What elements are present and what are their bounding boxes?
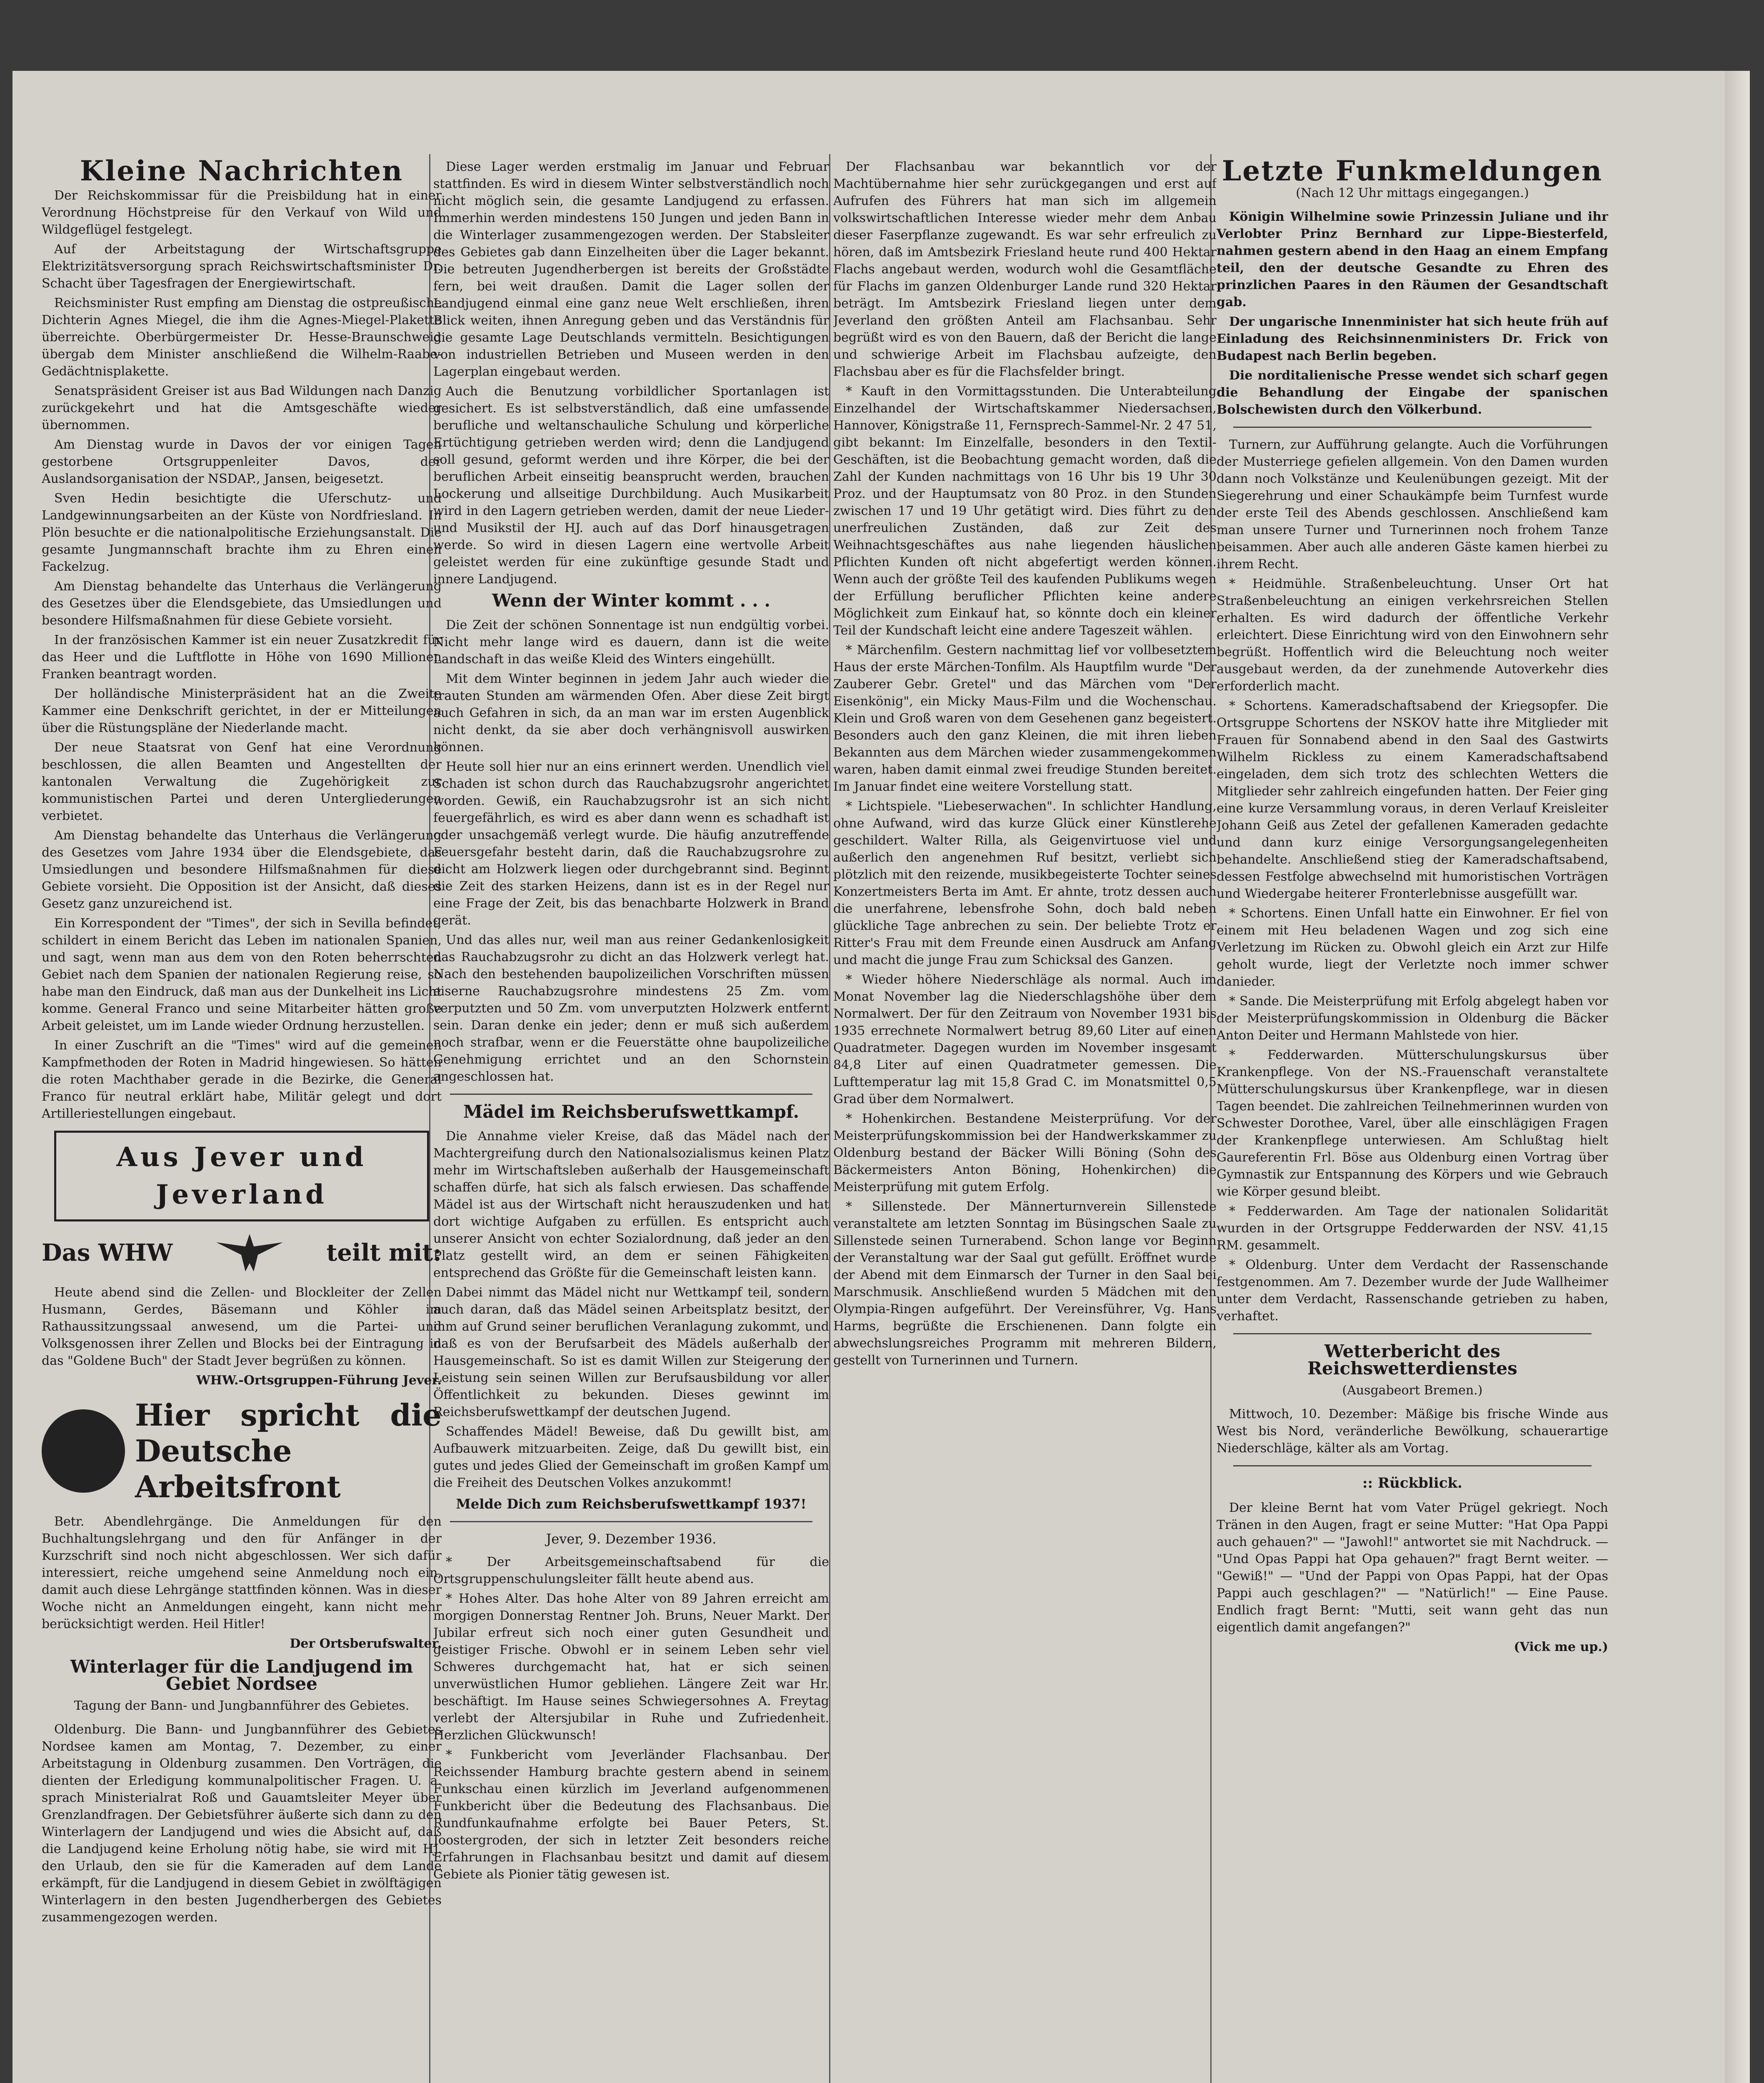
news-paragraph: * Oldenburg. Unter dem Verdacht der Rassenschande festgenommen. Am 7. Dezember wurde der Jude Wallheimer unter dem Verdacht, Rassenschande getrieben zu haben, verhaftet. (1217, 1258, 1608, 1324)
daf-signature: Der Ortsberufswalter. (290, 1636, 442, 1651)
divider (1233, 1333, 1592, 1334)
anecdote-body: Der kleine Bernt hat vom Vater Prügel gekriegt. Noch Tränen in den Augen, fragt er seine Mutter: "Hat Opa Pappi auch gehauen?" — "Jawohl!" antwortet sie mit Nachdruck. — "Und Opas Pappi hat Opa gehauen?" fragt Bernt weiter. — "Gewiß!" — "Und der Pappi von Opas Pappi, hat der Opas Pappi auch geschlagen?" — "Natürlich!" — Eine Pause. Endlich fragt Bernt: "Mutti, seit wann geht das nun eigentlich damit angefangen?" (1217, 1501, 1608, 1635)
divider (450, 1521, 812, 1522)
news-paragraph: Am Dienstag wurde in Davos der vor einigen Tagen gestorbene Ortsgruppenleiter Davos, der Auslandsorganisation der NSDAP., Jansen, beigesetzt. (42, 437, 442, 486)
news-paragraph: Der Reichskommissar für die Preisbildung hat in einer Verordnung Höchstpreise für den Verkauf von Wild und Wildgeflügel festgelegt. (42, 188, 442, 237)
news-paragraph: Am Dienstag behandelte das Unterhaus die Verlängerung des Gesetzes über die Elendsgebiete, das Umsiedlungen und besondere Hilfsmaßnahmen für diese Gebiete vorsieht. (42, 579, 442, 628)
whw-notice: Heute abend sind die Zellen- und Blockleiter der Zellen Husmann, Gerdes, Bäsemann und Köhler im Rathaussitzungssaal anwesend, um die Partei- und Volksgenossen ihrer Zellen und Blocks bei der Eintragung in das "Goldene Buch" der Stadt Jever begrüßen zu können. (42, 1285, 442, 1368)
column-rule (829, 154, 830, 2083)
news-paragraph: Turnern, zur Aufführung gelangte. Auch die Vorführungen der Musterriege gefielen allgemein. Von den Damen wurden dann noch Volkstänze und Keulenübungen gezeigt. Mit der Siegerehrung und einer Schaukämpfe beim Turnfest wurde der erste Teil des Abends geschlossen. Anschließend kam man unsere Turner und Turnerinnen noch frohem Tanze beisammen. Aber auch alle anderen Gäste kamen hierbei zu ihrem Recht. (1217, 437, 1608, 572)
news-paragraph: * Schortens. Einen Unfall hatte ein Einwohner. Er fiel von einem mit Heu beladenen Wagen und zog sich eine Verletzung im Rücken zu. Obwohl gleich ein Arzt zur Hilfe geholt wurde, liegt der Verletzte noch immer schwer danieder. (1217, 906, 1608, 989)
news-paragraph: * Hohenkirchen. Bestandene Meisterprüfung. Vor der Meisterprüfungskommission bei der Handwerkskammer zu Oldenburg bestand der Bäcker Willi Böning (Sohn des Bäckermeisters Anton Böning, Hohenkirchen) die Meisterprüfung mit gutem Erfolg. (833, 1111, 1217, 1194)
page-edge (1725, 71, 1750, 2083)
bulletin-paragraph: Die norditalienische Presse wendet sich scharf gegen die Behandlung der Eingabe der spanischen Bolschewisten durch den Völkerbund. (1217, 368, 1608, 417)
news-paragraph: * Hohes Alter. Das hohe Alter von 89 Jahren erreicht am morgigen Donnerstag Rentner Joh. Bruns, Neuer Markt. Der Jubilar erfreut sich noch einer guten Gesundheit und geistiger Frische. Obwohl er in seinem Leben sehr viel Schweres durchgemacht hat, hat er sich seinen unverwüstlichen Humor gebliehen. Längere Zeit war Hr. beschäftigt. Im Hause seines Schwiegersohnes A. Freytag verlebt der Altersjubilar in Ruhe und Zufriedenheit. Herzlichen Glückwunsch! (433, 1591, 829, 1743)
article-body: Die Zeit der schönen Sonnentage ist nun endgültig vorbei. Nicht mehr lange wird es dauern, dann ist die weite Landschaft in das weiße Kleid des Winters eingehüllt. (433, 618, 829, 667)
article-body: Auch die Benutzung vorbildlicher Sportanlagen ist gesichert. Es ist selbstverständlich, daß eine umfassende berufliche und weltanschauliche Schulung und körperliche Ertüchtigung getrieben werden wird; denn die Landjugend soll gesund, geformt werden und ihre Körper, die bei der beruflichen Arbeit einseitig beansprucht werden, brauchen Lockerung und allseitige Durchbildung. Auch Musikarbeit wird in den Lagern getrieben werden, damit der neue Lieder- und Musikstil der HJ. auch auf das Dorf hinausgetragen werde. So wird in diesen Lagern eine wertvolle Arbeit geleistet werden für eine zukünftige gesunde Stadt und innere Landjugend. (433, 384, 829, 587)
party-emblem-icon (42, 1409, 125, 1493)
news-paragraph: * Märchenfilm. Gestern nachmittag lief vor vollbesetztem Haus der erste Märchen-Tonfilm. Als Hauptfilm wurde "Der Zauberer Gebr. Gretel" und das Märchen vom "Der Eisenkönig", ein Micky Maus-Film und die Wochenschau. Klein und Groß waren von dem Gesehenen ganz begeistert. Besonders auch den ganz Kleinen, die mit ihren lieben Bekannten aus dem Märchen wieder zusammengekommen waren, haben damit einmal zwei freudige Stunden bereitet. Im Januar findet eine weitere Vorstellung statt. (833, 643, 1217, 794)
weather-subtitle: (Ausgabeort Bremen.) (1342, 1383, 1483, 1398)
divider (1233, 427, 1592, 428)
news-paragraph: * Fedderwarden. Mütterschulungskursus über Krankenpflege. Von der NS.-Frauenschaft veranstaltete Mütterschulungskursus über Krankenpflege, war in diesen Tagen beendet. Die zahlreichen Teilnehmerinnen wurden von Schwester Dorothee, Varel, über alle einschlägigen Fragen der Krankenpflege unterwiesen. Am Schlußtag hielt Gaureferentin Frl. Böse aus Oldenburg einen Vortrag über Gymnastik zur Entspannung des Körpers und wie Gebrauch wie Körper gesund bleibt. (1217, 1048, 1608, 1199)
call-to-action: Melde Dich zum Reichsberufswettkampf 1937! (456, 1496, 807, 1512)
article-title: Mädel im Reichsberufswettkampf. (463, 1101, 800, 1122)
news-paragraph: * Wieder höhere Niederschläge als normal. Auch im Monat November lag die Niederschlagshöhe über dem Normalwert. Der für den Zeitraum von November 1931 bis 1935 errechnete Normalwert betrug 89,60 Liter auf einen Quadratmeter. Dagegen wurden im November insgesamt 84,8 Liter auf einen Quadratmeter gemessen. Die Lufttemperatur lag mit 15,8 Grad C. im Monatsmittel 0,5 Grad über dem Normalwert. (833, 972, 1217, 1106)
weather-report: Mittwoch, 10. Dezember: Mäßige bis frische Winde aus West bis Nord, veränderliche Bewölkung, schauerartige Niederschläge, kälter als am Vortag. (1217, 1407, 1608, 1456)
daf-notice: Betr. Abendlehrgänge. Die Anmeldungen für den Buchhaltungslehrgang und den für Anfänger in der Kurzschrift sind noch nicht abgeschlossen. Wer sich dafür interessiert, reiche umgehend seine Anmeldung noch ein, damit auch diese Lehrgänge stattfinden können. Was in dieser Woche nicht an Anmeldungen eingeht, kann nicht mehr berücksichtigt werden. Heil Hitler! (42, 1514, 442, 1631)
article-title: Wenn der Winter kommt . . . (492, 590, 770, 611)
news-paragraph: Senatspräsident Greiser ist aus Bad Wildungen nach Danzig zurückgekehrt und hat die Amtsgeschäfte wieder übernommen. (42, 384, 442, 432)
news-paragraph: * Heidmühle. Straßenbeleuchtung. Unser Ort hat Straßenbeleuchtung an einigen verkehrsreichen Stellen erhalten. Es wird dadurch der öffentliche Verkehr erleichtert. Diese Einrichtung wird von den Einwohnern sehr begrüßt. Hoffentlich wird die Beleuchtung noch weiter ausgebaut werden, da der zunehmende Autoverkehr dies erforderlich macht. (1217, 577, 1608, 694)
daf-title: Hier spricht die Deutsche Arbeitsfront (135, 1397, 442, 1504)
whw-signature: WHW.-Ortsgruppen-Führung Jever. (196, 1373, 442, 1388)
article-title: Winterlager für die Landjugend im Gebiet Nordsee (70, 1656, 413, 1694)
article-body: Oldenburg. Die Bann- und Jungbannführer des Gebietes Nordsee kamen am Montag, 7. Dezember, zu einer Arbeitstagung in Oldenburg zusammen. Den Vorträgen, die dienten der Erledigung kommunalpolitischer Fragen. U. a. sprach Ministerialrat Roß und Gauamtsleiter Meyer über Grenzlandfragen. Der Gebietsführer äußerte sich dann zu den Winterlagern der Landjugend und wies die Absicht auf, daß die Landjugend keine Erholung nötig habe, sie wird mit HJ. den Urlaub, den sie für die Kameraden auf dem Lande erkämpft, für die Landjugend in diesem Gebiet in zwölftägigen Winterlagern in den besten Jugendherbergen des Gebietes zusammengezogen werden. (42, 1722, 442, 1925)
divider (450, 1094, 812, 1095)
newspaper-page (12, 71, 1750, 2083)
weather-title: Wetterbericht des Reichswetterdienstes (1307, 1341, 1517, 1379)
article-body: Mit dem Winter beginnen in jedem Jahr auch wieder die trauten Stunden am wärmenden Ofen. Aber diese Zeit birgt auch Gefahren in sich, da an man war im ersten Augenblick nicht denkt, da sie aber doch verhängnisvoll auswirken können. (433, 672, 829, 754)
news-paragraph: * Fedderwarden. Am Tage der nationalen Solidarität wurden in der Ortsgruppe Fedderwarden der NSV. 41,15 RM. gesammelt. (1217, 1204, 1608, 1253)
article-subtitle: Tagung der Bann- und Jungbannführer des Gebietes. (74, 1698, 410, 1713)
bulletin-paragraph: Königin Wilhelmine sowie Prinzessin Juliane und ihr Verlobter Prinz Bernhard zur Lippe-Biesterfeld, nahmen gestern abend in den Haag an einem Empfang teil, den der deutsche Gesandte zu Ehren des prinzlichen Paares in den Räumen der Gesandtschaft gab. (1217, 210, 1608, 310)
news-paragraph: * Der Arbeitsgemeinschaftsabend für die Ortsgruppenschulungsleiter fällt heute abend aus. (433, 1555, 829, 1586)
article-body: Die Annahme vieler Kreise, daß das Mädel nach der Machtergreifung durch den Nationalsozialismus keinen Platz mehr im Wirtschaftsleben außerhalb der Hausgemeinschaft schaffen dürfe, hat sich als falsch erwiesen. Das schaffende Mädel ist aus der Wirtschaft nicht herauszudenken und hat dort wichtige Aufgaben zu erfüllen. Es entspricht auch unserer Ansicht von echter Sozialordnung, daß jeder an den Platz gestellt wird, an dem er seinen Fähigkeiten entsprechend das Größte für die Gemeinschaft leisten kann. (433, 1129, 829, 1280)
news-paragraph: * Funkbericht vom Jeverländer Flachsanbau. Der Reichssender Hamburg brachte gestern abend in seinem Funkschau einen kürzlich im Jeverland aufgenommenen Funkbericht über die Bedeutung des Flachsanbaus. Die Rundfunkaufnahme erfolgte bei Bauer Peters, St. Joostergroden, der sich in letzter Zeit besonders reiche Erfahrungen in Flachsanbau besitzt und damit auf diesem Gebiete als Pionier tätig gewesen ist. (433, 1748, 829, 1882)
news-paragraph: Der neue Staatsrat von Genf hat eine Verordnung beschlossen, die allen Beamten und Angestellten der kantonalen Verwaltung die Zugehörigkeit zur kommunistischen Partei und deren Untergliederungen verbietet. (42, 740, 442, 823)
whw-label-right: teilt mit: (326, 1239, 442, 1266)
news-paragraph: Der Flachsanbau war bekanntlich vor der Machtübernahme hier sehr zurückgegangen und erst auf Aufrufen des Führers hat man sich im allgemein volkswirtschaftlichen Interesse wieder mehr dem Anbau dieser Faserpflanze zugewandt. Es war sehr erfreulich zu hören, daß im Amtsbezirk Friesland heute rund 400 Hektar Flachs angebaut werden, wodurch wohl die Gesamtfläche für Flachs im ganzen Oldenburger Lande rund 320 Hektar beträgt. Im Amtsbezirk Friesland liegen unter dem Jeverland den größten Anteil am Flachsanbau. Sehr begrüßt wird es von den Bauern, daß der Bericht die lange und schwierige Arbeit im Flachsbau aufzeigte, den Flachsbau aber es für die Flachsfelder bringt. (833, 160, 1217, 379)
whw-header (42, 1230, 442, 1276)
article-body: Und das alles nur, weil man aus reiner Gedankenlosigkeit das Rauchabzugsrohr zu dicht an das Holzwerk verlegt hat. Nach den bestehenden baupolizeilichen Vorschriften müssen eiserne Rauchabzugsrohre mindestens 25 Zm. vom verputzten und 50 Zm. vom unverputzten Holzwerk entfernt sein. Daran denke ein jeder; denn er muß sich außerdem noch strafbar, wenn er die Feuerstätte ohne baupolizeiliche Genehmigung errichtet und an den Schornstein angeschlossen hat. (433, 933, 829, 1084)
news-paragraph: Am Dienstag behandelte das Unterhaus die Verlängerung des Gesetzes vom Jahre 1934 über die Elendsgebiete, das Umsiedlungen und besondere Hilfsmaßnahmen für diese Gebiete vorsieht. Die Opposition ist der Ansicht, daß dieses Gesetz ganz unzureichend ist. (42, 828, 442, 911)
section-subtitle: (Nach 12 Uhr mittags eingegangen.) (1296, 186, 1529, 200)
local-section-banner: Aus Jever und Jeverland (54, 1131, 429, 1221)
news-paragraph: Der holländische Ministerpräsident hat an die Zweite Kammer eine Denkschrift gerichtet, in der er Mitteilungen über die Rüstungspläne der Niederlande macht. (42, 687, 442, 735)
news-paragraph: In einer Zuschrift an die "Times" wird auf die gemeinen Kampfmethoden der Roten in Madrid hingewiesen. So hätten die roten Machthaber gerade in die Bezirke, die General Franco für neutral erklärt habe, Militär gelegt und dort Artilleriestellungen eingebaut. (42, 1038, 442, 1121)
article-body: Dabei nimmt das Mädel nicht nur Wettkampf teil, sondern auch daran, daß das Mädel seinen Arbeitsplatz besitzt, der ihm auf Grund seiner beruflichen Veranlagung zukommt, und daß es von der Berufsarbeit des Mädels außerhalb der Hausgemeinschaft. So ist es damit Willen zur Steigerung der Leistung sein seinen Willen zur Berufsausbildung vor aller Öffentlichkeit zu bekunden. Dieses gewinnt im Reichsberufswettkampf der deutschen Jugend. (433, 1285, 829, 1419)
bulletin-paragraph: Der ungarische Innenminister hat sich heute früh auf Einladung des Reichsinnenministers Dr. Frick von Budapest nach Berlin begeben. (1217, 315, 1608, 363)
news-paragraph: Sven Hedin besichtigte die Uferschutz- und Landgewinnungsarbeiten an der Küste von Nordfriesland. In Plön besuchte er die nationalpolitische Erziehungsanstalt. Die gesamte Jungmannschaft brachte ihm zu Ehren einen Fackelzug. (42, 491, 442, 574)
dateline: Jever, 9. Dezember 1936. (546, 1531, 717, 1547)
news-paragraph: * Sande. Die Meisterprüfung mit Erfolg abgelegt haben vor der Meisterprüfungskommission in Oldenburg die Bäcker Anton Deiter und Hermann Mahlstede von hier. (1217, 994, 1608, 1043)
column-1 (42, 158, 442, 2083)
anecdote-title: :: Rückblick. (1362, 1475, 1462, 1491)
daf-header (42, 1397, 442, 1505)
news-paragraph: Ein Korrespondent der "Times", der sich in Sevilla befindet, schildert in einem Bericht das Leben im nationalen Spanien, und sagt, wenn man aus dem von den Roten beherrschten Gebiet nach dem Spanien der nationalen Regierung reise, so habe man den Eindruck, daß man aus der Dunkelheit ins Licht komme. General Franco und seine Mitarbeiter hätten große Arbeit geleistet, um im Lande wieder Ordnung herzustellen. (42, 916, 442, 1033)
news-paragraph: * Lichtspiele. "Liebeserwachen". In schlichter Handlung, ohne Aufwand, wird das kurze Glück einer Künstlerehe geschildert. Walter Rilla, als Geigenvirtuose viel und außerlich den angenehmen Ruf besitzt, verliebt sich plötzlich mit den reizende, musikbegeisterte Tochter seines Konzertmeisters Berta im Amt. Er ahnte, trotz dessen auch die unerfahrene, lebensfrohe Sohn, doch bald neben glückliche Tage anbrechen zu sein. Der beliebte Trotz er Ritter's Frau mit dem Freunde einen Ausdruck am Anfang und macht die junge Frau zum Schicksal des Ganzen. (833, 799, 1217, 967)
anecdote-signature: (Vick me up.) (1514, 1640, 1608, 1654)
news-paragraph: In der französischen Kammer ist ein neuer Zusatzkredit für das Heer und die Luftflotte in Höhe von 1690 Millionen Franken beantragt worden. (42, 633, 442, 682)
whw-label: Das WHW (42, 1239, 173, 1266)
news-paragraph: * Schortens. Kameradschaftsabend der Kriegsopfer. Die Ortsgruppe Schortens der NSKOV hatte ihre Mitglieder mit Frauen für Sonnabend abend in den Saal des Gastwirts Wilhelm Rickless zu einem Kameradschaftsabend eingeladen, dem sich trotz des schlechten Wetters die Mitglieder sehr zahlreich eingefunden hatten. Der Feier ging eine kurze Versammlung voraus, in deren Verlauf Kreisleiter Johann Geiß aus Zetel der gefallenen Kameraden gedachte und dann kurz einige Versorgungsangelegenheiten behandelte. Anschließend stieg der Kameradschaftsabend, dessen Festfolge abwechselnd mit humoristischen Vorträgen und Wiedergabe heiterer Fronterlebnisse ausgefüllt war. (1217, 699, 1608, 901)
news-paragraph: Auf der Arbeitstagung der Wirtschaftsgruppe Elektrizitätsversorgung sprach Reichswirtschaftsminister Dr. Schacht über Tagesfragen der Energiewirtschaft. (42, 242, 442, 291)
eagle-icon (212, 1230, 287, 1276)
column-4 (1217, 158, 1608, 2083)
section-title: Kleine Nachrichten (80, 158, 404, 187)
column-2 (433, 158, 829, 2083)
article-body: Diese Lager werden erstmalig im Januar und Februar stattfinden. Es wird in diesem Winter selbstverständlich noch nicht möglich sein, die gesamte Landjugend zu erfassen. Immerhin werden mindestens 150 Jungen und jeden Bann in die Winterlager zusammengezogen werden. Der Stabsleiter des Gebietes gab dann Einzelheiten über die Lager bekannt. Die betreuten Jugendherbergen ist bereits der Großstädte fern, bei weit draußen. Damit die Lager sollen der Landjugend einmal eine ganz neue Welt erschließen, ihren Blick weiten, ihnen Anregung geben und das Verständnis für die gesamte Lage Deutschlands vermitteln. Besichtigungen von industriellen Betrieben und Museen werden in den Lagerplan eingebaut werden. (433, 160, 829, 379)
section-title: Letzte Funkmeldungen (1222, 158, 1603, 187)
divider (1233, 1465, 1592, 1466)
column-3 (833, 158, 1217, 2083)
article-body: Schaffendes Mädel! Beweise, daß Du gewillt bist, am Aufbauwerk mitzuarbeiten. Zeige, daß Du gewillt bist, ein gutes und jedes Glied der Gemeinschaft im großen Kampf um die Freiheit des Deutschen Volkes anzukommt! (433, 1424, 829, 1490)
news-paragraph: * Sillenstede. Der Männerturnverein Sillenstede veranstaltete am letzten Sonntag im Büsingschen Saale zu Sillenstede seinen Turnerabend. Schon lange vor Beginn der Veranstaltung war der Saal gut gefüllt. Eröffnet wurde der Abend mit dem Einmarsch der Turner in den Saal bei Marschmusik. Anschließend wurden 5 Mädchen mit den Olympia-Ringen aufgeführt. Der Vereinsführer, Vg. Hans Harms, begrüßte die Erschienenen. Dann folgte ein abwechslungsreiches Programm mit mehreren Bildern, gestellt von Turnerinnen und Turnern. (833, 1199, 1217, 1368)
article-body: Heute soll hier nur an eins erinnert werden. Unendlich viel Schaden ist schon durch das Rauchabzugsrohr angerichtet worden. Gewiß, ein Rauchabzugsrohr ist an sich nicht feuergefährlich, es wird es aber dann wenn es schadhaft ist oder unsachgemäß verlegt wurde. Die häufig anzutreffende Feuersgefahr besteht darin, daß die Rauchabzugsrohre zu dicht am Holzwerk liegen oder durchgebrannt sind. Beginnt die Zeit des starken Heizens, dann ist es in der Regel nur eine Frage der Zeit, bis das benachbarte Holzwerk in Brand gerät. (433, 759, 829, 928)
news-paragraph: Reichsminister Rust empfing am Dienstag die ostpreußische Dichterin Agnes Miegel, die ihm die Agnes-Miegel-Plakette überreichte. Oberbürgermeister Dr. Hesse-Braunschweig übergab dem Minister anschließend die Wilhelm-Raabe-Gedächtnisplakette. (42, 296, 442, 379)
news-paragraph: * Kauft in den Vormittagsstunden. Die Unterabteilung Einzelhandel der Wirtschaftskammer Niedersachsen, Hannover, Königstraße 11, Fernsprech-Sammel-Nr. 2 47 51, gibt bekannt: Im Einzelfalle, besonders in den Textil-Geschäften, ist die Beobachtung gemacht worden, daß die Zahl der Kunden nachmittags von 16 Uhr bis 19 Uhr 30 Proz. und der Hauptumsatz von 80 Proz. in den Stunden zwischen 17 und 19 Uhr getätigt wird. Dies führt zu den unerfreulichen Zuständen, daß zur Zeit des Weihnachtsgeschäftes aus nahe liegenden häuslichen Pflichten Kunden oft nicht abgefertigt werden können. Wenn auch der größte Teil des kaufenden Publikums wegen der Erfüllung beruflicher Pflichten keine andere Möglichkeit zum Einkauf hat, so könnte doch ein kleiner Teil der Kundschaft leicht eine andere Tageszeit wählen. (833, 384, 1217, 638)
